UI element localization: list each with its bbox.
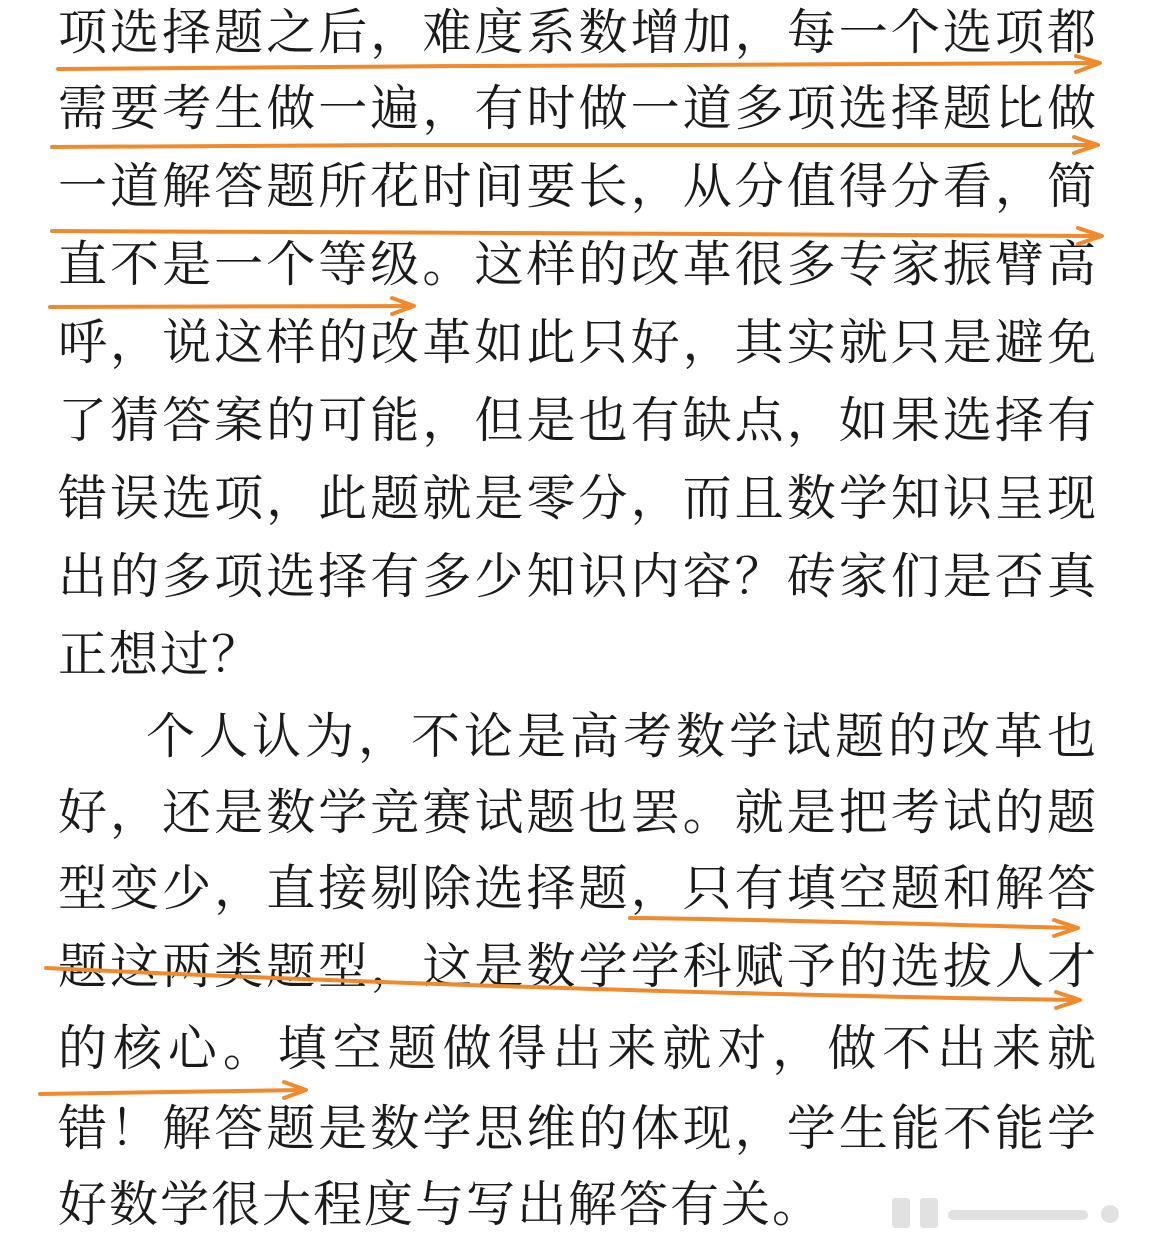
underline-arrow: [58, 63, 1096, 69]
underline-arrow: [52, 144, 1094, 147]
text-line: 正想过？: [58, 626, 263, 683]
text-line: 错！解答题是数学思维的体现，学生能不能学: [58, 1100, 1098, 1157]
text-line: 好，还是数学竞赛试题也罢。就是把考试的题: [58, 784, 1098, 841]
text-line: 一道解答题所花时间要长，从分值得分看，简: [58, 158, 1098, 215]
underline-arrow: [40, 1090, 302, 1094]
text-line: 错误选项，此题就是零分，而且数学知识呈现: [58, 470, 1098, 527]
text-line: 需要考生做一遍，有时做一道多项选择题比做: [58, 80, 1098, 137]
text-line: 直不是一个等级。这样的改革很多专家振臂高: [58, 236, 1098, 293]
text-line: 项选择题之后，难度系数增加，每一个选项都: [58, 4, 1098, 61]
text-line: 的核心。填空题做得出来就对，做不出来就: [58, 1020, 1098, 1077]
text-line: 出的多项选择有多少知识内容？砖家们是否真: [58, 548, 1098, 605]
text-line: 好数学很大程度与写出解答有关。: [58, 1176, 824, 1233]
text-line: 了猜答案的可能，但是也有缺点，如果选择有: [58, 392, 1098, 449]
underline-arrow: [50, 306, 410, 307]
text-line: 个人认为，不论是高考数学试题的改革也: [146, 708, 1098, 765]
text-line: 呼，说这样的改革如此只好，其实就只是避免: [58, 314, 1098, 371]
watermark: [820, 1190, 1130, 1234]
underline-arrow: [52, 231, 1098, 236]
underline-arrow: [630, 918, 1074, 928]
text-line: 型变少，直接剔除选择题，只有填空题和解答: [58, 860, 1098, 917]
underline-arrow: [46, 968, 1076, 1000]
text-line: 题这两类题型，这是数学学科赋予的选拔人才: [58, 938, 1098, 995]
